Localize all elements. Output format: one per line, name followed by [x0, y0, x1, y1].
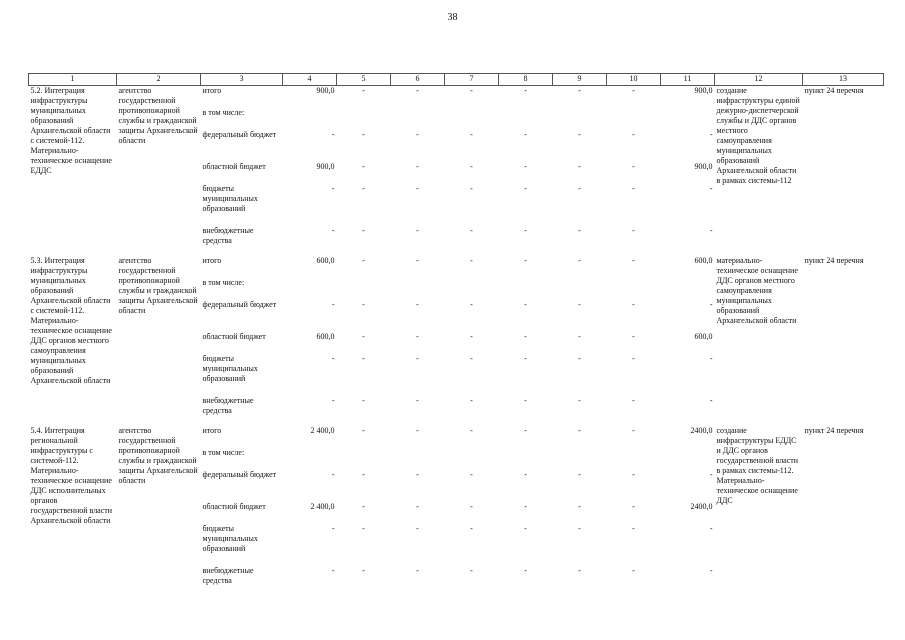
- final-year-amount-cell: 600,0: [694, 331, 713, 341]
- section-title-cell: 5.4. Интеграция региональной инфраструктуры с системой-112. Материально-техническое оснащение ДДС исполнительных органов государственной власти Архангельской области: [30, 425, 113, 525]
- year-amount-cell: -: [362, 129, 365, 139]
- year-amount-cell: -: [362, 161, 365, 171]
- total-amount-cell: [283, 108, 337, 130]
- final-year-amount-cell: -: [709, 395, 713, 405]
- year-amount-cell: -: [632, 469, 635, 479]
- year-amount-cell: -: [362, 331, 365, 341]
- year-amount-cell: -: [470, 469, 473, 479]
- year-amount-cell: -: [632, 225, 635, 235]
- year-amount-cell: -: [632, 161, 635, 171]
- year-amount-cell: -: [524, 299, 527, 309]
- funding-source-label: в том числе:: [202, 277, 245, 287]
- year-amount-cell: -: [470, 565, 473, 575]
- total-amount-cell: 2 400,0: [310, 501, 335, 511]
- year-amount-cell: -: [416, 469, 419, 479]
- column-header-1: 1: [29, 74, 117, 86]
- year-amount-cell: [553, 108, 607, 130]
- year-amount-cell: -: [416, 523, 419, 533]
- table-row: [29, 86, 884, 108]
- total-amount-cell: [283, 448, 337, 470]
- column-header-6: 6: [391, 74, 445, 86]
- year-amount-cell: [445, 448, 499, 470]
- total-amount-cell: 2 400,0: [310, 425, 335, 435]
- table-row: [29, 426, 884, 448]
- year-amount-cell: -: [578, 129, 581, 139]
- funding-source-label: бюджеты муниципальных образований: [202, 183, 258, 213]
- page-number: 38: [447, 12, 458, 23]
- year-amount-cell: -: [416, 299, 419, 309]
- year-amount-cell: -: [578, 565, 581, 575]
- year-amount-cell: -: [470, 129, 473, 139]
- year-amount-cell: -: [362, 183, 365, 193]
- total-amount-cell: -: [331, 469, 335, 479]
- year-amount-cell: -: [470, 331, 473, 341]
- final-year-amount-cell: 900,0: [694, 161, 713, 171]
- year-amount-cell: -: [524, 523, 527, 533]
- year-amount-cell: -: [632, 425, 635, 435]
- funding-source-label: внебюджетные средства: [202, 225, 254, 245]
- year-amount-cell: -: [470, 523, 473, 533]
- column-header-9: 9: [553, 74, 607, 86]
- year-amount-cell: [499, 278, 553, 300]
- year-amount-cell: -: [416, 161, 419, 171]
- section-gap: [29, 248, 884, 256]
- year-amount-cell: -: [470, 501, 473, 511]
- funding-source-label: в том числе:: [202, 107, 245, 117]
- year-amount-cell: -: [632, 501, 635, 511]
- funding-source-label: федеральный бюджет: [202, 129, 277, 139]
- final-year-amount-cell: -: [709, 129, 713, 139]
- year-amount-cell: -: [524, 395, 527, 405]
- year-amount-cell: -: [362, 501, 365, 511]
- year-amount-cell: -: [632, 523, 635, 533]
- year-amount-cell: -: [470, 395, 473, 405]
- year-amount-cell: -: [362, 299, 365, 309]
- column-header-10: 10: [607, 74, 661, 86]
- year-amount-cell: -: [632, 86, 635, 95]
- year-amount-cell: -: [416, 255, 419, 265]
- year-amount-cell: -: [362, 86, 365, 95]
- year-amount-cell: -: [362, 353, 365, 363]
- year-amount-cell: -: [578, 425, 581, 435]
- year-amount-cell: -: [362, 395, 365, 405]
- year-amount-cell: -: [578, 255, 581, 265]
- year-amount-cell: -: [632, 331, 635, 341]
- year-amount-cell: -: [362, 225, 365, 235]
- year-amount-cell: -: [578, 501, 581, 511]
- year-amount-cell: [337, 278, 391, 300]
- year-amount-cell: -: [578, 523, 581, 533]
- year-amount-cell: -: [524, 469, 527, 479]
- year-amount-cell: -: [470, 353, 473, 363]
- year-amount-cell: -: [524, 255, 527, 265]
- year-amount-cell: -: [416, 565, 419, 575]
- year-amount-cell: -: [632, 353, 635, 363]
- year-amount-cell: -: [632, 395, 635, 405]
- year-amount-cell: [553, 448, 607, 470]
- year-amount-cell: -: [578, 469, 581, 479]
- year-amount-cell: -: [416, 225, 419, 235]
- expected-result-cell: создание инфраструктуры ЕДДС и ДДС органов государственной власти в рамках системы-112. Материально-техническое оснащение ДДС: [716, 425, 799, 505]
- year-amount-cell: -: [632, 183, 635, 193]
- year-amount-cell: -: [416, 395, 419, 405]
- year-amount-cell: -: [578, 183, 581, 193]
- table-row: [29, 256, 884, 278]
- final-year-amount-cell: 600,0: [694, 255, 713, 265]
- year-amount-cell: [445, 108, 499, 130]
- year-amount-cell: -: [524, 129, 527, 139]
- year-amount-cell: -: [632, 299, 635, 309]
- total-amount-cell: [283, 278, 337, 300]
- final-year-amount-cell: [661, 448, 715, 470]
- year-amount-cell: -: [470, 255, 473, 265]
- final-year-amount-cell: -: [709, 523, 713, 533]
- agency-cell: агентство государственной противопожарной службы и гражданской защиты Архангельской области: [118, 86, 198, 145]
- total-amount-cell: -: [331, 225, 335, 235]
- total-amount-cell: -: [331, 183, 335, 193]
- year-amount-cell: -: [578, 86, 581, 95]
- funding-source-label: бюджеты муниципальных образований: [202, 523, 258, 553]
- gap-cell: [29, 418, 884, 426]
- agency-cell: агентство государственной противопожарной службы и гражданской защиты Архангельской области: [118, 255, 198, 315]
- final-year-amount-cell: [661, 108, 715, 130]
- year-amount-cell: -: [416, 129, 419, 139]
- funding-source-label: в том числе:: [202, 447, 245, 457]
- year-amount-cell: -: [578, 331, 581, 341]
- total-amount-cell: 600,0: [316, 255, 335, 265]
- year-amount-cell: -: [524, 425, 527, 435]
- funding-source-label: внебюджетные средства: [202, 395, 254, 415]
- year-amount-cell: -: [416, 353, 419, 363]
- year-amount-cell: [445, 278, 499, 300]
- funding-source-label: федеральный бюджет: [202, 469, 277, 479]
- year-amount-cell: [607, 448, 661, 470]
- funding-source-label: областной бюджет: [202, 161, 266, 171]
- year-amount-cell: -: [362, 523, 365, 533]
- year-amount-cell: -: [470, 425, 473, 435]
- year-amount-cell: -: [362, 565, 365, 575]
- section-title-cell: 5.2. Интеграция инфраструктуры муниципальных образований Архангельской области с системой-112. Материально-техническое оснащение ЕДДС: [30, 86, 112, 175]
- year-amount-cell: -: [524, 161, 527, 171]
- funding-source-label: итого: [202, 255, 222, 265]
- year-amount-cell: -: [470, 299, 473, 309]
- year-amount-cell: -: [470, 86, 473, 95]
- funding-source-label: бюджеты муниципальных образований: [202, 353, 258, 383]
- year-amount-cell: [553, 278, 607, 300]
- year-amount-cell: -: [578, 225, 581, 235]
- funding-source-label: областной бюджет: [202, 331, 266, 341]
- final-year-amount-cell: [661, 278, 715, 300]
- year-amount-cell: [607, 108, 661, 130]
- final-year-amount-cell: -: [709, 353, 713, 363]
- expected-result-cell: создание инфраструктуры единой дежурно-диспетчерской службы и ДДС органов местного самоуправления муниципальных образований Архангельской области в рамках системы-112: [716, 86, 800, 185]
- column-header-8: 8: [499, 74, 553, 86]
- total-amount-cell: -: [331, 395, 335, 405]
- total-amount-cell: -: [331, 353, 335, 363]
- year-amount-cell: -: [524, 183, 527, 193]
- year-amount-cell: [337, 448, 391, 470]
- year-amount-cell: -: [416, 501, 419, 511]
- total-amount-cell: -: [331, 299, 335, 309]
- total-amount-cell: 900,0: [316, 161, 335, 171]
- final-year-amount-cell: -: [709, 225, 713, 235]
- year-amount-cell: -: [470, 183, 473, 193]
- column-header-13: 13: [803, 74, 884, 86]
- column-header-4: 4: [283, 74, 337, 86]
- year-amount-cell: -: [362, 469, 365, 479]
- year-amount-cell: -: [362, 425, 365, 435]
- reference-cell: пункт 24 перечня: [804, 425, 864, 435]
- total-amount-cell: -: [331, 129, 335, 139]
- funding-source-label: итого: [202, 86, 222, 95]
- reference-cell: пункт 24 перечня: [804, 86, 864, 95]
- year-amount-cell: -: [416, 183, 419, 193]
- final-year-amount-cell: -: [709, 183, 713, 193]
- column-header-11: 11: [661, 74, 715, 86]
- expected-result-cell: материально-техническое оснащение ДДС органов местного самоуправления муниципальных образований Архангельской области: [716, 255, 798, 325]
- funding-source-label: итого: [202, 425, 222, 435]
- reference-cell: пункт 24 перечня: [804, 255, 864, 265]
- column-header-3: 3: [201, 74, 283, 86]
- column-number-row: [29, 74, 884, 86]
- year-amount-cell: -: [524, 86, 527, 95]
- final-year-amount-cell: -: [709, 299, 713, 309]
- program-table: [28, 73, 884, 588]
- year-amount-cell: -: [470, 161, 473, 171]
- total-amount-cell: 600,0: [316, 331, 335, 341]
- final-year-amount-cell: -: [709, 469, 713, 479]
- final-year-amount-cell: -: [709, 565, 713, 575]
- gap-cell: [29, 248, 884, 256]
- funding-source-label: областной бюджет: [202, 501, 266, 511]
- year-amount-cell: -: [578, 353, 581, 363]
- year-amount-cell: -: [362, 255, 365, 265]
- column-header-7: 7: [445, 74, 499, 86]
- year-amount-cell: -: [632, 129, 635, 139]
- column-header-5: 5: [337, 74, 391, 86]
- column-header-12: 12: [715, 74, 803, 86]
- total-amount-cell: 900,0: [316, 86, 335, 95]
- year-amount-cell: [391, 448, 445, 470]
- total-amount-cell: -: [331, 523, 335, 533]
- year-amount-cell: [391, 108, 445, 130]
- year-amount-cell: -: [524, 353, 527, 363]
- year-amount-cell: -: [416, 331, 419, 341]
- year-amount-cell: -: [578, 299, 581, 309]
- year-amount-cell: -: [578, 395, 581, 405]
- final-year-amount-cell: 900,0: [694, 86, 713, 95]
- funding-source-label: федеральный бюджет: [202, 299, 277, 309]
- funding-source-label: внебюджетные средства: [202, 565, 254, 585]
- final-year-amount-cell: 2400,0: [690, 501, 713, 511]
- year-amount-cell: -: [632, 255, 635, 265]
- total-amount-cell: -: [331, 565, 335, 575]
- year-amount-cell: [337, 108, 391, 130]
- year-amount-cell: [607, 278, 661, 300]
- year-amount-cell: [499, 108, 553, 130]
- column-header-2: 2: [117, 74, 201, 86]
- year-amount-cell: -: [524, 565, 527, 575]
- year-amount-cell: -: [524, 225, 527, 235]
- year-amount-cell: -: [524, 331, 527, 341]
- year-amount-cell: -: [470, 225, 473, 235]
- year-amount-cell: -: [524, 501, 527, 511]
- section-gap: [29, 418, 884, 426]
- year-amount-cell: [499, 448, 553, 470]
- section-title-cell: 5.3. Интеграция инфраструктуры муниципальных образований Архангельской области с системой-112. Материально-техническое оснащение ДДС органов местного самоуправления муниципальных образований Архангельской области: [30, 255, 112, 385]
- final-year-amount-cell: 2400,0: [690, 425, 713, 435]
- year-amount-cell: [391, 278, 445, 300]
- year-amount-cell: -: [416, 86, 419, 95]
- agency-cell: агентство государственной противопожарной службы и гражданской защиты Архангельской области: [118, 425, 198, 485]
- year-amount-cell: -: [416, 425, 419, 435]
- year-amount-cell: -: [578, 161, 581, 171]
- year-amount-cell: -: [632, 565, 635, 575]
